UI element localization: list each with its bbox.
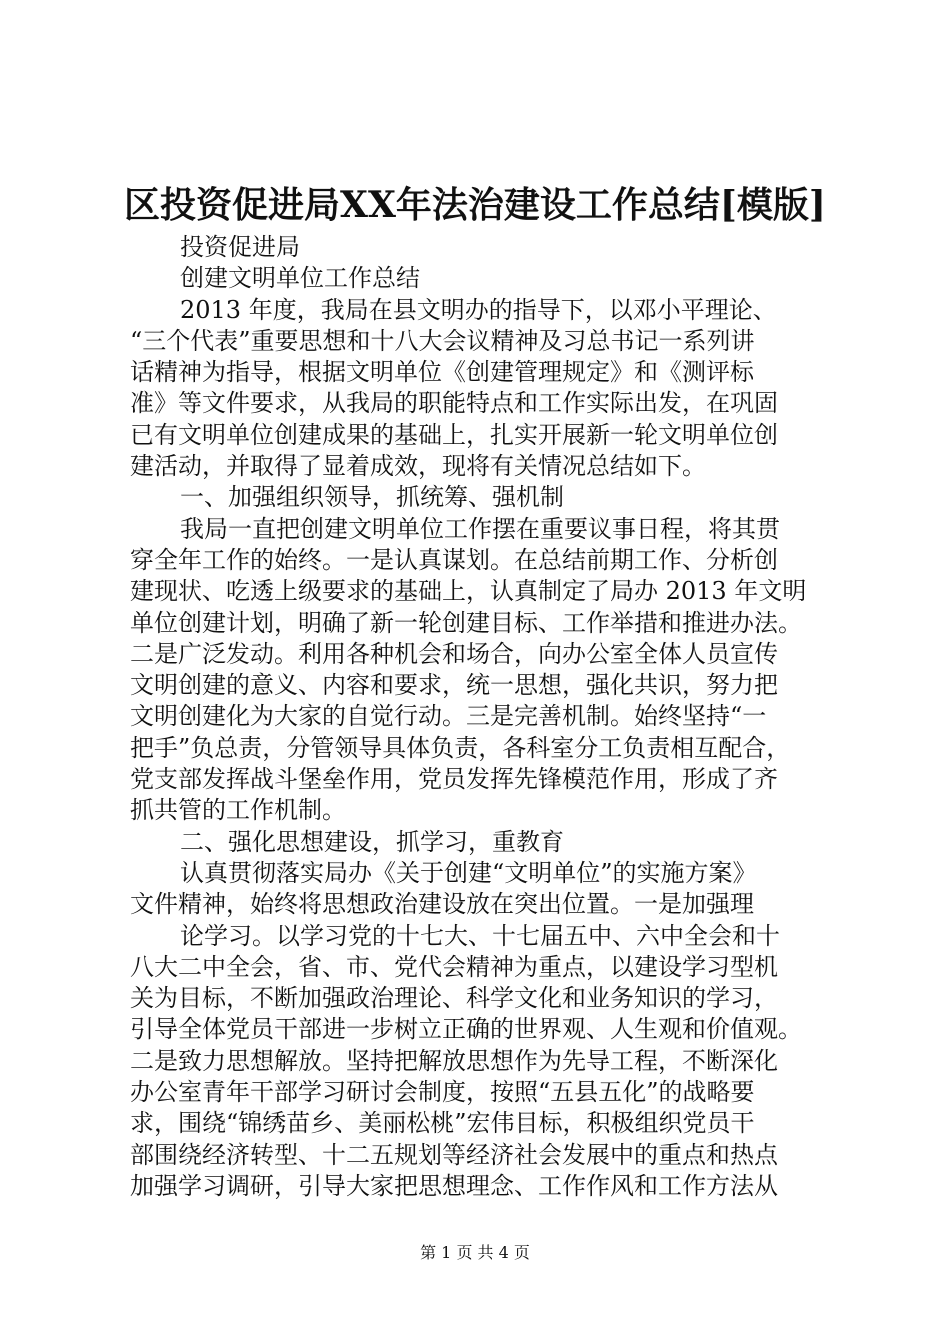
text-line: 办公室青年干部学习研讨会制度，按照“五县五化”的战略要 <box>130 1078 755 1107</box>
text-line: 2013 年度，我局在县文明办的指导下，以邓小平理论、 <box>180 295 777 324</box>
text-line: 党支部发挥战斗堡垒作用，党员发挥先锋模范作用，形成了齐 <box>130 765 778 794</box>
text-line: “三个代表”重要思想和十八大会议精神及习总书记一系列讲 <box>130 326 755 355</box>
page-footer: 第 1 页 共 4 页 <box>420 1243 530 1262</box>
text-line: 话精神为指导，根据文明单位《创建管理规定》和《测评标 <box>130 358 754 387</box>
text-line: 建现状、吃透上级要求的基础上，认真制定了局办 2013 年文明 <box>130 577 807 606</box>
text-line: 文件精神，始终将思想政治建设放在突出位置。一是加强理 <box>130 890 754 919</box>
text-line: 论学习。以学习党的十七大、十七届五中、六中全会和十 <box>180 921 780 950</box>
document-title: 区投资促进局XX年法治建设工作总结[模版] <box>124 184 826 226</box>
document-body <box>130 232 830 1202</box>
text-line: 加强学习调研，引导大家把思想理念、工作作风和工作方法从 <box>130 1171 778 1200</box>
text-line: 二是广泛发动。利用各种机会和场合，向办公室全体人员宣传 <box>130 639 778 668</box>
text-line: 创建文明单位工作总结 <box>180 264 420 293</box>
text-line: 求，围绕“锦绣苗乡、美丽松桃”宏伟目标，积极组织党员干 <box>130 1109 755 1138</box>
text-line: 八大二中全会，省、市、党代会精神为重点，以建设学习型机 <box>130 952 778 981</box>
text-line: 已有文明单位创建成果的基础上，扎实开展新一轮文明单位创 <box>130 420 778 449</box>
text-line: 穿全年工作的始终。一是认真谋划。在总结前期工作、分析创 <box>130 545 778 574</box>
text-line: 把手”负总责，分管领导具体负责，各科室分工负责相互配合， <box>130 733 791 762</box>
text-line: 部围绕经济转型、十二五规划等经济社会发展中的重点和热点 <box>130 1140 778 1169</box>
text-line: 一、加强组织领导，抓统筹、强机制 <box>180 483 564 512</box>
text-line: 认真贯彻落实局办《关于创建“文明单位”的实施方案》 <box>180 858 757 887</box>
text-line: 二、强化思想建设，抓学习，重教育 <box>180 827 564 856</box>
text-line: 单位创建计划，明确了新一轮创建目标、工作举措和推进办法。 <box>130 608 802 637</box>
text-line: 抓共管的工作机制。 <box>130 796 346 825</box>
text-line: 文明创建的意义、内容和要求，统一思想，强化共识，努力把 <box>130 671 778 700</box>
text-line: 引导全体党员干部进一步树立正确的世界观、人生观和价值观。 <box>130 1015 802 1044</box>
text-line: 投资促进局 <box>180 233 300 261</box>
text-line: 文明创建化为大家的自觉行动。三是完善机制。始终坚持“一 <box>130 702 767 731</box>
text-line: 准》等文件要求，从我局的职能特点和工作实际出发，在巩固 <box>130 389 778 418</box>
text-line: 建活动，并取得了显着成效，现将有关情况总结如下。 <box>130 452 706 481</box>
text-line: 关为目标，不断加强政治理论、科学文化和业务知识的学习， <box>130 984 778 1013</box>
text-line: 二是致力思想解放。坚持把解放思想作为先导工程，不断深化 <box>130 1046 778 1075</box>
text-line: 我局一直把创建文明单位工作摆在重要议事日程，将其贯 <box>180 514 780 543</box>
